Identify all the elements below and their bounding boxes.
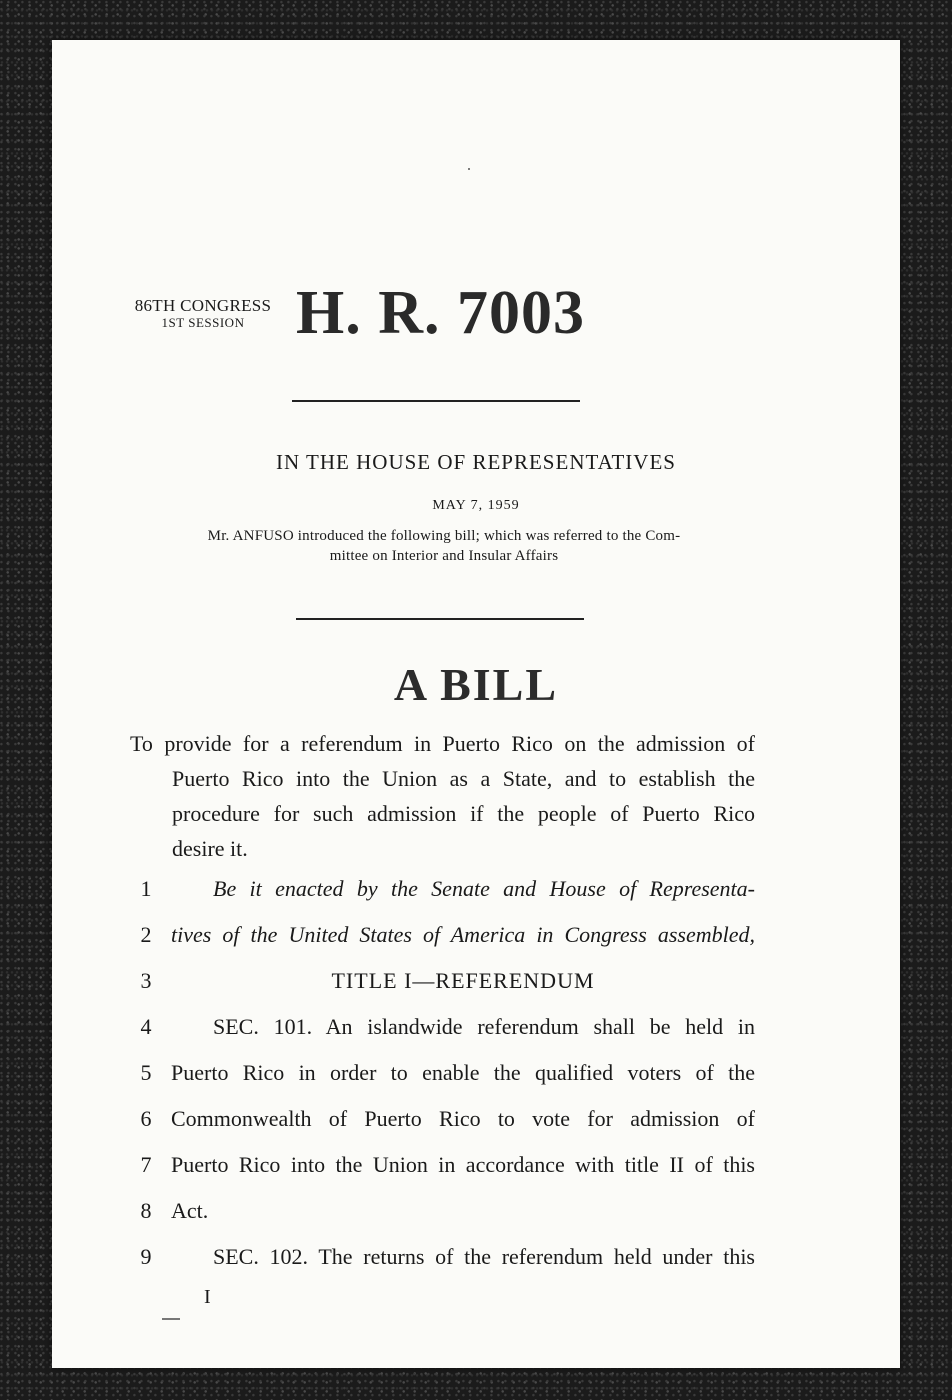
divider-top xyxy=(292,400,580,402)
bill-number: H. R. 7003 xyxy=(296,279,585,347)
line-number: 4 xyxy=(140,1014,152,1039)
introduction-date: MAY 7, 1959 xyxy=(432,498,520,513)
title-heading: TITLE I—REFERENDUM xyxy=(331,968,595,993)
line-number: 9 xyxy=(140,1244,152,1269)
purpose-line-1: To provide for a referendum in Puerto Rico on the admission of xyxy=(130,731,755,756)
chamber-heading: IN THE HOUSE OF REPRESENTATIVES xyxy=(276,450,676,474)
purpose-line-4: desire it. xyxy=(172,836,248,861)
session-number: 1ST SESSION xyxy=(161,314,245,330)
body-line xyxy=(52,876,900,906)
line-text: Puerto Rico in order to enable the qualified voters of the xyxy=(171,1060,755,1085)
congress-session-block xyxy=(128,297,278,330)
introduction-statement xyxy=(134,526,754,566)
body-line xyxy=(52,1198,900,1228)
purpose-line-3: procedure for such admission if the people of Puerto Rico xyxy=(172,801,755,826)
divider-bottom xyxy=(296,618,584,620)
stray-mark xyxy=(468,168,470,170)
footer-mark: I xyxy=(204,1286,211,1308)
body-line xyxy=(52,1014,900,1044)
body-line xyxy=(52,1152,900,1182)
body-line xyxy=(52,1244,900,1274)
line-text: SEC. 101. An islandwide referendum shall be held in xyxy=(213,1014,755,1039)
bill-heading: A BILL xyxy=(393,659,559,710)
line-number: 8 xyxy=(140,1198,152,1223)
body-line xyxy=(52,1106,900,1136)
body-line xyxy=(52,922,900,952)
line-number: 2 xyxy=(140,922,152,947)
line-number: 1 xyxy=(140,876,152,901)
line-text: Commonwealth of Puerto Rico to vote for admission of xyxy=(171,1106,755,1131)
bill-header xyxy=(128,279,688,352)
line-text: tives of the United States of America in Congress assembled, xyxy=(171,922,755,947)
line-text: Act. xyxy=(171,1198,209,1223)
footer-dash xyxy=(162,1318,180,1320)
intro-line-2: mittee on Interior and Insular Affairs xyxy=(329,548,559,564)
body-line xyxy=(52,968,900,998)
body-line xyxy=(52,1060,900,1090)
line-text: Be it enacted by the Senate and House of Representa- xyxy=(213,876,755,901)
congress-number: 86TH CONGRESS xyxy=(134,296,272,315)
line-text: Puerto Rico into the Union in accordance with title II of this xyxy=(171,1152,755,1177)
line-number: 6 xyxy=(140,1106,152,1131)
intro-line-1: Mr. ANFUSO introduced the following bill; which was referred to the Com- xyxy=(207,528,681,544)
line-text: SEC. 102. The returns of the referendum held under this xyxy=(213,1244,755,1269)
bill-purpose xyxy=(130,726,755,866)
line-number: 3 xyxy=(140,968,152,993)
line-number: 7 xyxy=(140,1152,152,1177)
line-number: 5 xyxy=(140,1060,152,1085)
document-page xyxy=(52,40,900,1368)
purpose-line-2: Puerto Rico into the Union as a State, and to establish the xyxy=(172,766,755,791)
